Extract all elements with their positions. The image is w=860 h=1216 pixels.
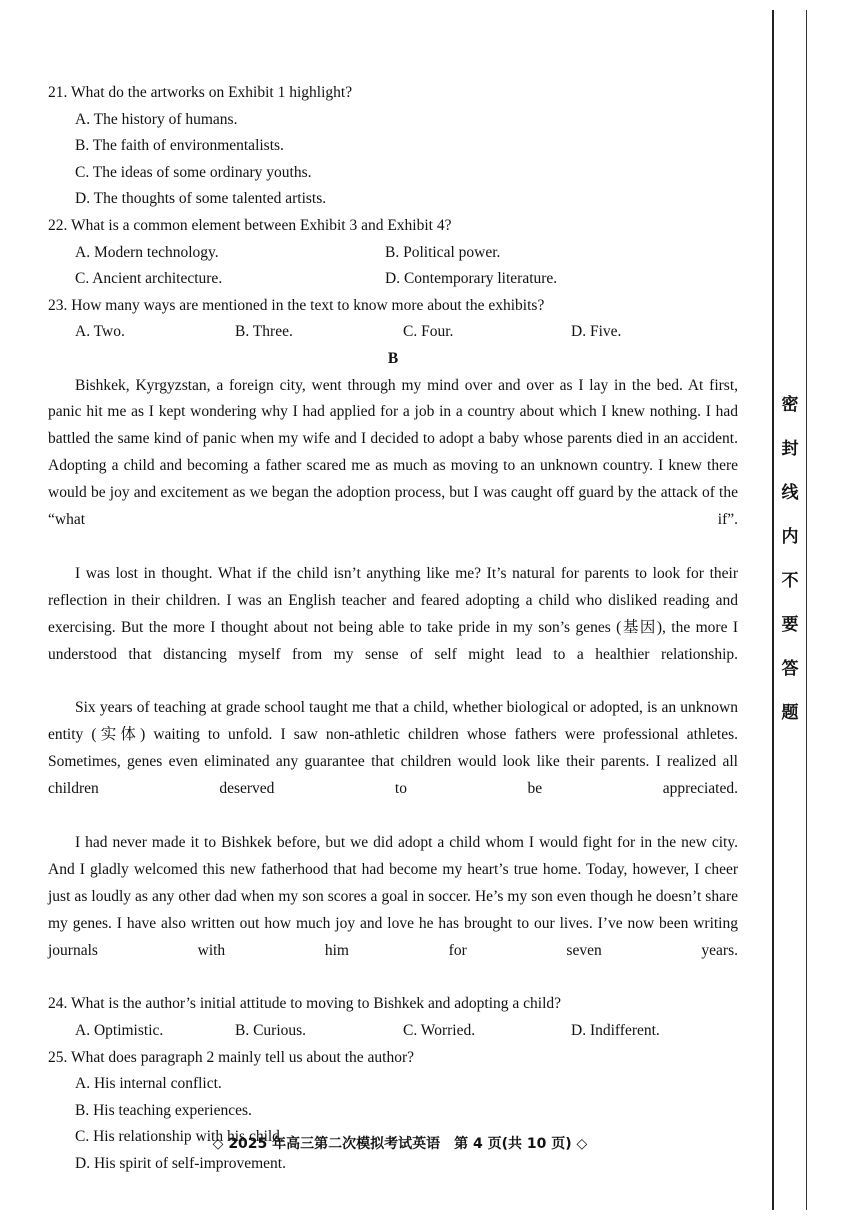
question-25-stem: 25. What does paragraph 2 mainly tell us about the author? — [48, 1048, 415, 1066]
question-24-option-d: D. Indifferent. — [571, 1021, 660, 1039]
question-22-options-row-1 — [48, 240, 738, 267]
question-23-stem: 23. How many ways are mentioned in the text to know more about the exhibits? — [48, 296, 545, 314]
seal-char: 不 — [781, 571, 799, 591]
page-footer: ◇ 2025 年高三第二次模拟考试英语 第 4 页(共 10 页) ◇ — [212, 1136, 588, 1152]
question-22-option-b: B. Political power. — [385, 243, 501, 261]
passage-paragraph-2: I was lost in thought. What if the child isn’t anything like me? It’s natural for parents to look for their reflection in their children. I was an English teacher and feared adopting a child who disliked reading and exercising. But the more I thought about not being able to take pride in my son’s genes (基因), the more I understood that distancing myself from my sense of self might lead to a healthier relationship. — [48, 564, 738, 663]
question-21-option-a: A. The history of humans. — [75, 110, 238, 128]
question-21-option-b: B. The faith of environmentalists. — [75, 137, 284, 155]
question-23-option-a: A. Two. — [75, 323, 125, 341]
question-22-option-d: D. Contemporary literature. — [385, 270, 558, 288]
question-25-option-b: B. His teaching experiences. — [75, 1101, 252, 1119]
seal-char: 封 — [781, 439, 799, 459]
passage-paragraph-4: I had never made it to Bishkek before, but we did adopt a child whom I would fight for in the new city. And I gladly welcomed this new fatherhood that had become my heart’s true home. Today, however, I cheer just as loudly as any other dad when my son scores a goal in soccer. He’s my son even though he doesn’t share my genes. I have also written out how much joy and love he has brought to our lives. I’ve now been writing journals with him for seven years. — [48, 833, 738, 959]
question-21-option-c: C. The ideas of some ordinary youths. — [75, 163, 312, 181]
passage-paragraph-3: Six years of teaching at grade school taught me that a child, whether biological or adopted, is an unknown entity (实体) waiting to unfold. I saw non-athletic children whose fathers were professional athletes. Sometimes, genes even eliminated any guarantee that children would look like their parents. I realized all children deserved to be appreciated. — [48, 699, 738, 798]
question-23-options — [48, 319, 738, 346]
question-24-stem: 24. What is the author’s initial attitude to moving to Bishkek and adopting a child? — [48, 995, 561, 1013]
question-24-option-c: C. Worried. — [403, 1021, 476, 1039]
question-22-stem: 22. What is a common element between Exhibit 3 and Exhibit 4? — [48, 216, 452, 234]
question-22-options-row-2 — [48, 266, 738, 293]
binding-line-outer — [772, 10, 774, 1210]
seal-char: 线 — [781, 483, 799, 503]
question-22-option-a: A. Modern technology. — [75, 243, 219, 261]
seal-char: 密 — [781, 395, 799, 415]
question-22-option-c: C. Ancient architecture. — [75, 270, 223, 288]
question-23-option-b: B. Three. — [235, 323, 293, 341]
question-25-option-d: D. His spirit of self-improvement. — [75, 1154, 286, 1172]
question-24-options — [48, 1018, 738, 1045]
seal-char: 要 — [781, 615, 799, 635]
seal-char: 题 — [781, 703, 799, 723]
seal-line-notice — [777, 390, 803, 742]
question-24-option-b: B. Curious. — [235, 1021, 307, 1039]
page-content — [48, 80, 738, 1178]
binding-line-inner — [806, 10, 807, 1210]
question-23-option-d: D. Five. — [571, 323, 622, 341]
question-23-option-c: C. Four. — [403, 323, 454, 341]
question-25-option-a: A. His internal conflict. — [75, 1075, 222, 1093]
passage-paragraph-1: Bishkek, Kyrgyzstan, a foreign city, went through my mind over and over as I lay in the bed. At first, panic hit me as I kept wondering why I had applied for a job in a country about which I knew nothing. I had battled the same kind of panic when my wife and I decided to adopt a baby whose parents died in an accident. Adopting a child and becoming a father scared me as much as moving to an unknown country. I knew there would be joy and excitement as we began the adoption process, but I was caught off guard by the attack of the “what if”. — [48, 376, 738, 529]
seal-char: 内 — [781, 527, 799, 547]
question-21-stem: 21. What do the artworks on Exhibit 1 highlight? — [48, 84, 353, 101]
question-25-option-c: C. His relationship with his child. — [75, 1128, 284, 1146]
question-24-option-a: A. Optimistic. — [75, 1021, 164, 1039]
question-21-option-d: D. The thoughts of some talented artists. — [75, 190, 327, 208]
section-b-heading: B — [387, 349, 399, 367]
seal-char: 答 — [781, 659, 799, 679]
